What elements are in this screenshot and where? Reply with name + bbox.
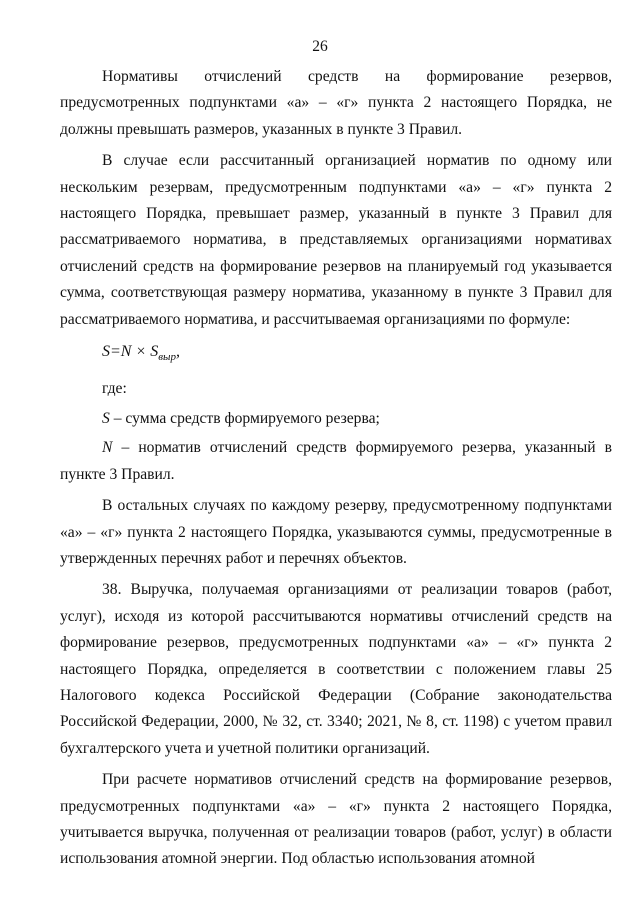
where-label: где: bbox=[102, 380, 127, 398]
definition-n-variable: N bbox=[102, 439, 113, 457]
definition-n bbox=[60, 435, 612, 488]
formula-tail: , bbox=[176, 343, 180, 361]
formula-main: S=N × S bbox=[102, 343, 159, 361]
document-body bbox=[60, 64, 612, 873]
page-number: 26 bbox=[312, 38, 328, 55]
definition-s bbox=[102, 406, 612, 432]
paragraph-38-revenue: 38. Выручка, получаемая организациями от реализации товаров (работ, услуг), исходя из которой рассчитываются нормативы отчислений средств на формирование резервов, предусмотренных подпунктами «а» – «г» пункта 2 настоящего Порядка, определяется в соответствии с положением главы 25 Налогового кодекса Российской Федерации (Собрание законодательства Российской Федерации, 2000, № 32, ст. 3340; 2021, № 8, ст. 1198) с учетом правил бухгалтерского учета и учетной политики организаций. bbox=[60, 581, 612, 757]
definition-s-text: – сумма средств формируемого резерва; bbox=[109, 409, 380, 427]
paragraph-norms-limit: Нормативы отчислений средств на формирование резервов, предусмотренных подпунктами «а» – «г» пункта 2 настоящего Порядка, не должны превышать размеров, указанных в пункте 3 Правил. bbox=[60, 68, 612, 138]
definition-n-text: – норматив отчислений средств формируемого резерва, указанный в пункте 3 Правил. bbox=[60, 439, 612, 483]
definition-s-variable: S bbox=[102, 409, 110, 427]
formula-subscript: выр bbox=[158, 351, 176, 364]
paragraph-excess-case: В случае если рассчитанный организацией норматив по одному или нескольким резервам, предусмотренным подпунктами «а» – «г» пункта 2 настоящего Порядка, превышает размер, указанный в пункте 3 Правил для рассматриваемого норматива, в представляемых организациями нормативах отчислений средств на формирование резервов на планируемый год указывается сумма, соответствующая размеру норматива, указанному в пункте 3 Правил для рассматриваемого норматива, и рассчитываемая организациями по формуле: bbox=[60, 152, 612, 328]
paragraph-atomic-energy: При расчете нормативов отчислений средств на формирование резервов, предусмотренных подпунктами «а» – «г» пункта 2 настоящего Порядка, учитывается выручка, полученная от реализации товаров (работ, услуг) в области использования атомной энергии. Под областью использования атомной bbox=[60, 771, 612, 868]
formula bbox=[102, 339, 612, 370]
paragraph-other-cases: В остальных случаях по каждому резерву, предусмотренному подпунктами «а» – «г» пункта 2 настоящего Порядка, указываются суммы, предусмотренные в утвержденных перечнях работ и перечнях объектов. bbox=[60, 497, 612, 567]
